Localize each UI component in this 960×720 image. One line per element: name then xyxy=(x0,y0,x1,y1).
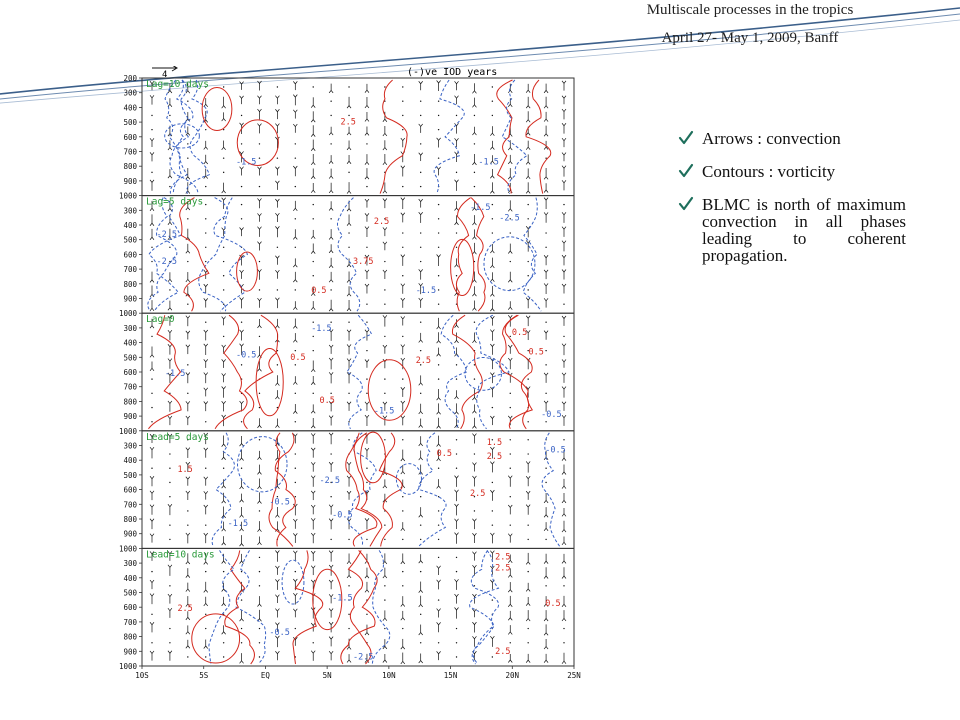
contour-value-label: 0.5 xyxy=(290,352,306,363)
contour-value-label: -1.5 xyxy=(227,518,249,529)
bullet-item xyxy=(678,163,906,180)
y-tick-label: 700 xyxy=(123,500,137,510)
y-tick-label: 900 xyxy=(123,294,137,304)
conference-title: Multiscale processes in the tropics xyxy=(646,2,854,18)
positive-vorticity-contour xyxy=(215,315,247,429)
panel xyxy=(119,431,574,554)
negative-vorticity-contour xyxy=(173,80,193,194)
y-tick-label: 600 xyxy=(123,485,137,495)
contour-value-label: -0.5 xyxy=(545,445,566,456)
contour-value-label: 0.5 xyxy=(319,395,335,406)
y-tick-label: 600 xyxy=(123,250,137,260)
y-tick-label: 900 xyxy=(123,176,137,186)
contour-value-label: 3.75 xyxy=(353,256,374,267)
y-tick-label: 800 xyxy=(123,279,137,289)
contour-value-label: -0.5 xyxy=(332,510,353,521)
check-icon xyxy=(678,130,694,146)
closed-contour xyxy=(465,357,501,390)
contour-value-label: -0.5 xyxy=(269,497,290,508)
y-tick-label: 800 xyxy=(123,397,137,407)
positive-vorticity-contour xyxy=(293,550,323,664)
closed-contour xyxy=(396,464,421,495)
figure-title: (-)ve IOD years xyxy=(407,67,498,78)
reference-vector-label: 4 xyxy=(162,70,168,80)
positive-vorticity-contour xyxy=(471,198,485,312)
contour-value-label: -0.5 xyxy=(541,409,562,420)
contour-value-label: -2.5 xyxy=(353,652,374,663)
bullet-item xyxy=(678,196,906,264)
x-tick-label: 10N xyxy=(382,671,396,680)
closed-contour xyxy=(256,348,283,415)
contour-value-label: 2.5 xyxy=(415,356,432,367)
y-tick-label: 300 xyxy=(123,559,137,569)
positive-vorticity-contour xyxy=(341,550,377,664)
y-tick-label: 700 xyxy=(123,382,137,392)
bullet-text: Contours : vorticity xyxy=(702,162,836,181)
closed-contour xyxy=(192,614,240,663)
contour-value-label: 2.5 xyxy=(495,563,511,574)
conference-date: April 27- May 1, 2009, Banff xyxy=(661,30,839,46)
contour-value-label: -1.5 xyxy=(373,406,395,417)
bullet-text: BLMC is north of maximum convection in all phases leading to coherent propagation. xyxy=(702,195,906,265)
contour-value-label: -2.5 xyxy=(156,256,178,267)
closed-contour xyxy=(202,87,232,130)
positive-vorticity-contour xyxy=(379,433,402,547)
positive-vorticity-contour xyxy=(380,80,407,194)
contour-value-label: 2.5 xyxy=(495,552,511,563)
y-tick-label: 1000 xyxy=(118,426,137,436)
y-tick-label: 500 xyxy=(123,588,137,598)
negative-vorticity-contour xyxy=(209,550,234,664)
x-tick-label: 20N xyxy=(505,671,520,680)
y-tick-label: 800 xyxy=(123,162,137,172)
contour-value-label: 0.5 xyxy=(528,347,544,358)
contour-value-label: -2.5 xyxy=(319,475,341,486)
contour-value-label: 0.5 xyxy=(311,285,327,296)
positive-vorticity-contour xyxy=(526,80,551,194)
negative-vorticity-contour xyxy=(347,315,372,429)
check-icon xyxy=(678,163,694,179)
y-tick-label: 500 xyxy=(123,470,137,480)
x-tick-label: EQ xyxy=(260,671,270,680)
panel-label: Lead=10 days xyxy=(146,549,215,561)
y-tick-label: 700 xyxy=(123,147,137,157)
contour-value-label: 1.5 xyxy=(177,465,193,476)
negative-vorticity-contour xyxy=(523,198,541,312)
y-tick-label: 700 xyxy=(123,617,137,627)
closed-contour xyxy=(282,560,304,604)
contour-value-label: -0.5 xyxy=(235,350,257,361)
y-tick-label: 400 xyxy=(123,103,137,113)
x-tick-label: 5S xyxy=(199,671,209,680)
x-tick-label: 25N xyxy=(567,671,581,680)
contour-value-label: -1.5 xyxy=(164,369,186,379)
y-tick-label: 300 xyxy=(123,88,137,98)
contour-value-label: 0.5 xyxy=(545,598,561,609)
y-tick-label: 900 xyxy=(123,647,137,657)
closed-contour xyxy=(238,437,288,492)
y-tick-label: 300 xyxy=(123,323,137,333)
panel-label: Lag=5 days xyxy=(146,196,204,208)
negative-vorticity-contour xyxy=(502,80,527,194)
bullet-list xyxy=(678,130,906,280)
x-tick-label: 5N xyxy=(322,671,332,680)
positive-vorticity-contour xyxy=(244,315,278,429)
negative-vorticity-contour xyxy=(149,198,180,312)
contour-value-label: -0.5 xyxy=(269,627,290,638)
y-tick-label: 900 xyxy=(123,529,137,539)
y-tick-label: 1000 xyxy=(118,662,137,671)
positive-vorticity-contour xyxy=(348,550,374,664)
y-tick-label: 300 xyxy=(123,206,137,216)
bullet-item xyxy=(678,130,906,147)
y-tick-label: 1000 xyxy=(118,544,137,554)
y-tick-label: 500 xyxy=(123,353,137,363)
y-tick-label: 400 xyxy=(123,221,137,230)
bullet-text: Arrows : convection xyxy=(702,129,841,148)
contour-value-label: -2.5 xyxy=(156,229,178,240)
panel xyxy=(119,548,574,671)
positive-vorticity-contour xyxy=(180,198,209,312)
panel-label: Lag=10 days xyxy=(146,79,209,90)
y-tick-label: 700 xyxy=(123,265,137,275)
closed-contour xyxy=(451,239,474,295)
positive-vorticity-contour xyxy=(225,550,255,664)
y-tick-label: 1000 xyxy=(118,191,137,201)
y-tick-label: 900 xyxy=(123,412,137,422)
y-tick-label: 1000 xyxy=(118,309,137,319)
check-icon xyxy=(678,196,694,212)
contour-value-label: 2.5 xyxy=(495,647,511,658)
contour-value-label: -2.5 xyxy=(499,213,520,224)
y-tick-label: 800 xyxy=(123,515,137,524)
panel-label: Lead=5 days xyxy=(146,431,209,443)
y-tick-label: 600 xyxy=(123,132,137,142)
contour-value-label: -1.5 xyxy=(332,593,353,604)
negative-vorticity-contour xyxy=(348,433,376,547)
contour-value-label: 0.5 xyxy=(511,328,528,339)
y-tick-label: 800 xyxy=(123,632,137,642)
y-tick-label: 400 xyxy=(123,456,137,466)
contour-value-label: -1.5 xyxy=(235,157,257,168)
negative-vorticity-contour xyxy=(434,80,464,194)
y-tick-label: 200 xyxy=(123,74,137,83)
contour-value-label: 2.5 xyxy=(373,216,390,227)
contour-value-label: 0.5 xyxy=(436,448,452,459)
contour-value-label: 2.5 xyxy=(340,117,356,128)
y-tick-label: 500 xyxy=(123,118,137,128)
negative-vorticity-contour xyxy=(199,198,228,312)
contour-value-label: -1.5 xyxy=(478,157,499,168)
y-tick-label: 600 xyxy=(123,603,137,613)
x-tick-label: 10S xyxy=(135,671,149,680)
negative-vorticity-contour xyxy=(372,550,389,664)
panel xyxy=(119,313,574,436)
contour-value-label: 1.5 xyxy=(486,438,503,449)
panel-frame xyxy=(142,431,574,549)
contour-value-label: 2.5 xyxy=(486,452,503,463)
y-tick-label: 300 xyxy=(123,441,137,451)
contour-value-label: -1.5 xyxy=(311,323,332,334)
y-tick-label: 600 xyxy=(123,368,137,377)
panel xyxy=(119,74,574,201)
contour-value-label: 2.5 xyxy=(177,604,193,615)
y-tick-label: 400 xyxy=(123,573,137,583)
vorticity-convection-figure xyxy=(112,66,582,686)
x-tick-label: 15N xyxy=(443,671,458,680)
contour-value-label: 2.5 xyxy=(470,488,486,499)
y-tick-label: 500 xyxy=(123,235,137,245)
contour-value-label: -1.5 xyxy=(470,202,491,213)
panel xyxy=(119,196,574,319)
closed-contour xyxy=(484,237,535,291)
y-tick-label: 400 xyxy=(123,338,137,348)
contour-value-label: -1.5 xyxy=(415,285,437,296)
panel-label: Lag=0 xyxy=(146,314,175,326)
closed-contour xyxy=(237,252,258,291)
